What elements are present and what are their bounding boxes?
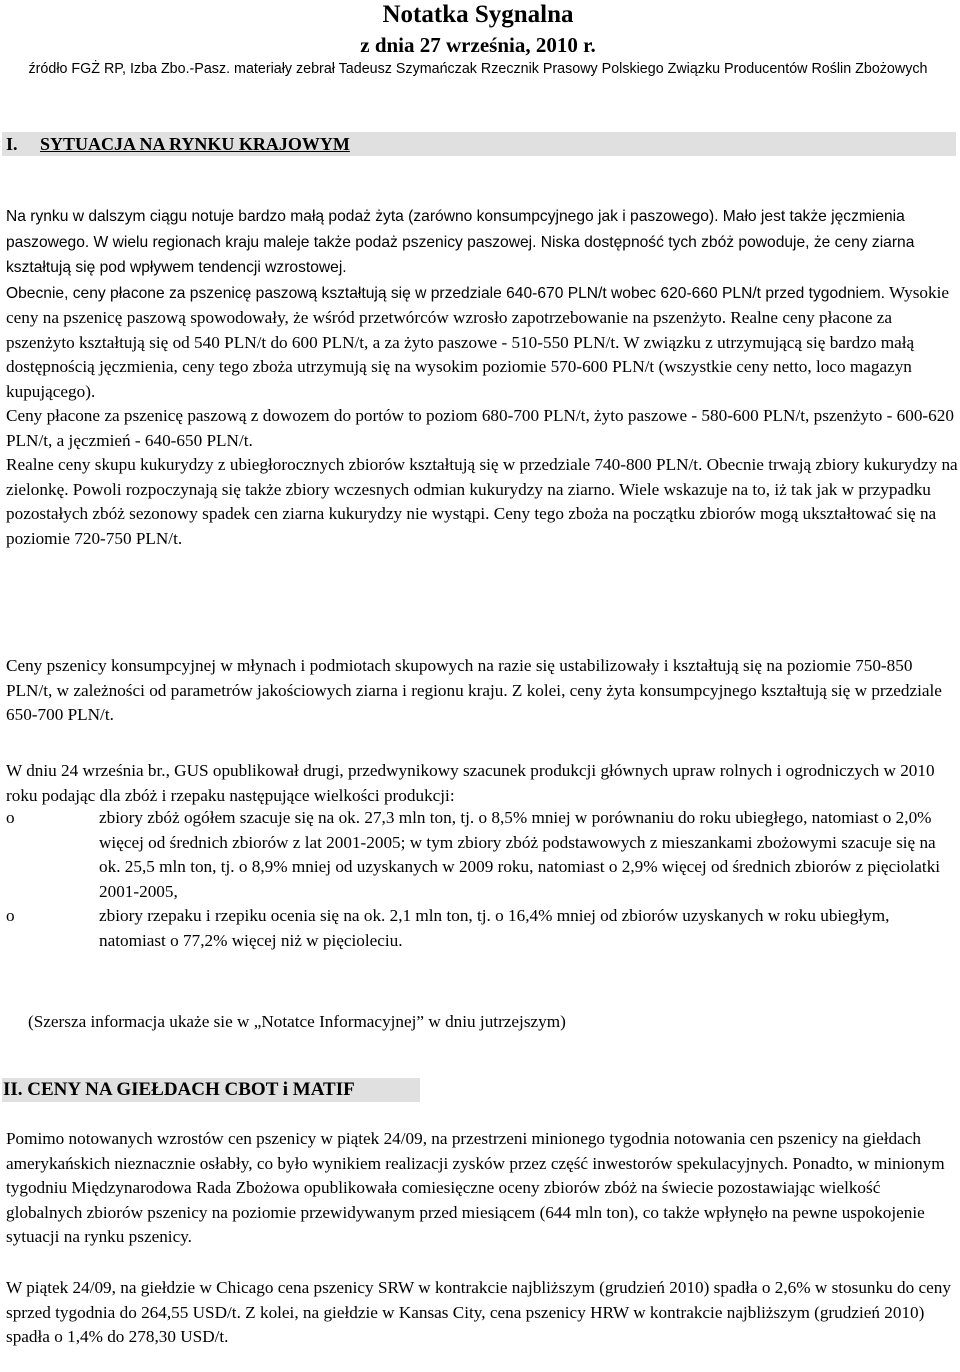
paragraph-port-prices: Ceny płacone za pszenicę paszową z dowozem do portów to poziom 680-700 PLN/t, żyto paszowe - 580-600 PLN/t, pszenżyto - 600-620 PLN/t, a jęczmień - 640-650 PLN/t. (6, 406, 954, 450)
section-title: SYTUACJA NA RYNKU KRAJOWYM (40, 134, 350, 154)
production-estimate-list (6, 806, 958, 953)
section-number: I. (6, 134, 18, 154)
bullet-marker: o (6, 906, 15, 925)
list-item-text: zbiory zbóż ogółem szacuje się na ok. 27,3 mln ton, tj. o 8,5% mniej w porównaniu do roku ubiegłego, natomiast o 2,0% więcej od średnich zbiorów z lat 2001-2005; w tym zbiory zbóż podstawowych z mieszankami zbożowymi szacuje się na ok. 25,5 mln ton, tj. o 8,9% mniej od uzyskanych w 2009 roku, natomiast o 2,9% więcej od średnich zbiorów z pięciolatki 2001-2005, (99, 808, 941, 901)
paragraph-market-situation (6, 204, 958, 551)
list-item (6, 904, 958, 953)
section-heading-domestic-market (2, 132, 956, 156)
paragraph-exchange-overview: Pomimo notowanych wzrostów cen pszenicy w piątek 24/09, na przestrzeni minionego tygodnia notowania cen pszenicy na giełdach amerykańskich nieznacznie osłabły, co było wynikiem realizacji zysków przez część inwestorów spekulacyjnych. Ponadto, w minionym tygodniu Międzynarodowa Rada Zbożowa opublikowała comiesięczne oceny zbiorów zbóż na świecie pozostawiając wielkość globalnych zbiorów pszenicy na poziomie przewidywanym przed miesiącem (644 mln ton), co także wpłynęło na pewne uspokojenie sytuacji na rynku pszenicy. (6, 1129, 945, 1246)
list-item-text: zbiory rzepaku i rzepiku ocenia się na ok. 2,1 mln ton, tj. o 16,4% mniej od zbiorów uzyskanych w roku ubiegłym, natomiast o 77,2% więcej niż w pięcioleciu. (99, 906, 890, 950)
paragraph-triticale-prices: Wysokie ceny na pszenicę paszową spowodowały, że wśród przetwórców wzrosło zapotrzebowanie na pszenżyto. Realne ceny płacone za pszenżyto kształtują się od 540 PLN/t do 600 PLN/t, a za żyto paszowe - 510-550 PLN/t. W związku z utrzymującą się bardzo małą dostępnością jęczmienia, ceny tego zboża utrzymują się na wysokim poziomie 570-600 PLN/t (wszystkie ceny netto, loco magazyn kupującego). (6, 282, 950, 401)
bullet-marker: o (6, 808, 15, 827)
document-source: źródło FGŻ RP, Izba Zbo.-Pasz. materiały zebrał Tadeusz Szymańczak Rzecznik Prasowy Polskiego Związku Producentów Roślin Zbożowych (28, 61, 928, 77)
paragraph-chicago-kansas-prices: W piątek 24/09, na giełdzie w Chicago cena pszenicy SRW w kontrakcie najbliższym (grudzień 2010) spadła o 2,6% w stosunku do ceny sprzed tygodnia do 264,55 USD/t. Z kolei, na giełdzie w Kansas City, cena pszenicy HRW w kontrakcie najbliższym (grudzień 2010) spadła o 1,4% do 278,30 USD/t. (6, 1278, 951, 1346)
list-item (6, 806, 958, 904)
paragraph-maize-prices: Realne ceny skupu kukurydzy z ubiegłorocznych zbiorów kształtują się w przedziale 740-800 PLN/t. Obecnie trwają zbiory kukurydzy na zielonkę. Powoli rozpoczynają się także zbiory wczesnych odmian kukurydzy na ziarno. Wiele wskazuje na to, iż tak jak w przypadku pozostałych zbóż sezonowy spadek cen ziarna kukurydzy nie wystąpi. Ceny tego zboża na początku zbiorów mogą ukształtować się na poziomie 720-750 PLN/t. (6, 455, 958, 548)
document-title: Notatka Sygnalna (382, 1, 574, 28)
paragraph-intro-text: Na rynku w dalszym ciągu notuje bardzo małą podaż żyta (zarówno konsumpcyjnego jak i paszowego). Mało jest także jęczmienia paszowego. W wielu regionach kraju maleje także podaż pszenicy paszowej. Niska dostępność tych zbóż powoduje, że ceny ziarna kształtują się pod wpływem tendencji wzrostowej. (6, 208, 915, 276)
paragraph-gus-estimate: W dniu 24 września br., GUS opublikował drugi, przedwynikowy szacunek produkcji głównych upraw rolnych i ogrodniczych w 2010 roku podając dla zbóż i rzepaku następujące wielkości produkcji: (6, 761, 935, 805)
paragraph-feed-wheat-prices: Obecnie, ceny płacone za pszenicę paszową kształtują się w przedziale 640-670 PLN/t wobec 620-660 PLN/t przed tygodniem. (6, 284, 885, 302)
more-info-note: (Szersza informacja ukaże sie w „Notatce Informacyjnej” w dniu jutrzejszym) (28, 1012, 566, 1031)
document-date: z dnia 27 września, 2010 r. (360, 33, 596, 57)
section-title: II. CENY NA GIEŁDACH CBOT i MATIF (3, 1079, 355, 1100)
section-heading-exchanges (2, 1078, 420, 1102)
paragraph-consumption-wheat: Ceny pszenicy konsumpcyjnej w młynach i podmiotach skupowych na razie się ustabilizowały i kształtują się na poziomie 750-850 PLN/t, w zależności od parametrów jakościowych ziarna i regionu kraju. Z kolei, ceny żyta konsumpcyjnego kształtują się w przedziale 650-700 PLN/t. (6, 656, 942, 724)
